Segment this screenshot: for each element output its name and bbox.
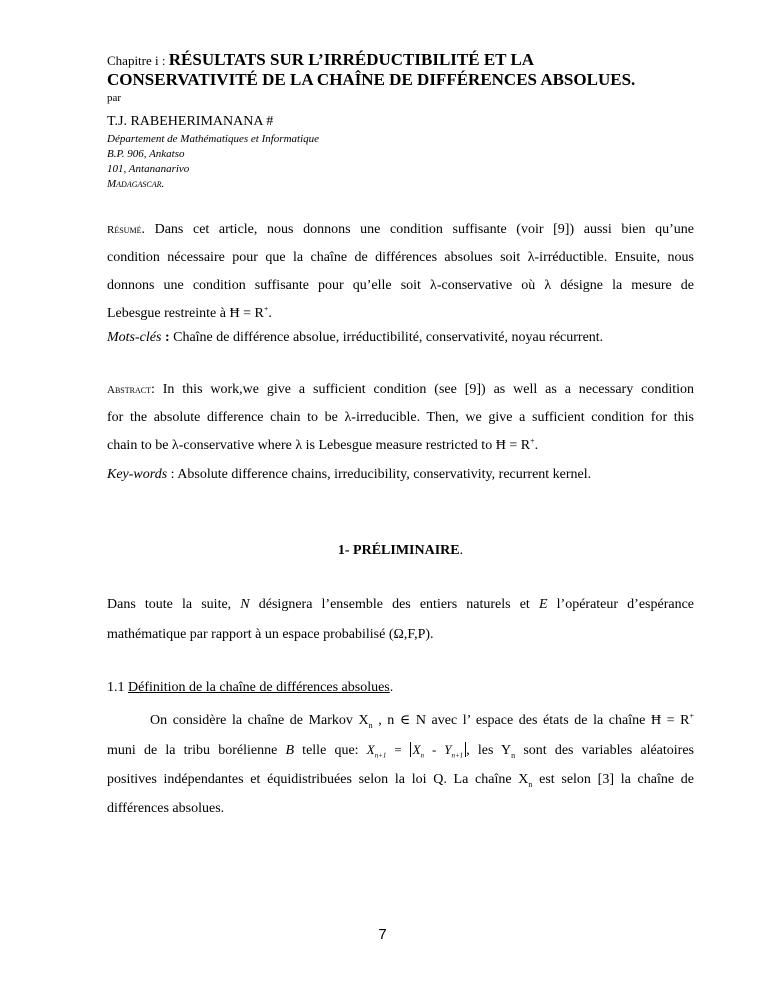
subsection-title: Définition de la chaîne de différences absolues xyxy=(128,680,390,695)
body-text: positives indépendantes et équidistribuées selon la loi Q. La chaîne X xyxy=(107,772,529,787)
abstract-text: . xyxy=(534,438,539,453)
formula-symbol: X xyxy=(366,742,375,757)
affiliation xyxy=(107,132,694,192)
resume-label: Résumé xyxy=(107,224,142,236)
abstract-text: : In this work,we give a sufficient condition (see [9]) as well as a necessary condition xyxy=(150,382,694,397)
superscript: + xyxy=(689,711,694,721)
subsection-number: 1.1 xyxy=(107,680,128,695)
body-text: B xyxy=(285,743,295,758)
h-symbol: Ħ xyxy=(650,713,662,728)
body-text: = R xyxy=(661,713,690,728)
subscript: n xyxy=(511,750,516,760)
chapter-prefix: Chapitre i : xyxy=(107,53,169,68)
formula-symbol: Y xyxy=(444,742,452,757)
body-text: différences absolues. xyxy=(107,801,225,816)
body-text: , les Y xyxy=(466,743,512,758)
subsection-end: . xyxy=(389,680,394,695)
absolute-value xyxy=(410,742,467,760)
subscript: n xyxy=(368,720,373,730)
formula-symbol: = xyxy=(386,742,410,757)
body-text: E xyxy=(538,597,548,612)
h-symbol: Ħ xyxy=(495,438,506,453)
resume-text: . Dans cet article, nous donnons une condition suffisante (voir [9]) aussi bien qu’une xyxy=(141,222,694,237)
title-line-2: CONSERVATIVITÉ DE LA CHAÎNE DE DIFFÉRENCES ABSOLUES. xyxy=(107,70,636,89)
section-heading-end: . xyxy=(459,543,464,558)
body-text: est selon [3] la chaîne de xyxy=(532,772,694,787)
resume-text: = R xyxy=(239,306,264,321)
superscript: + xyxy=(530,436,535,446)
formula-symbol: - xyxy=(424,742,445,757)
keywords-label: Key-words xyxy=(107,467,168,482)
resume-keywords xyxy=(107,329,694,347)
section-heading xyxy=(107,543,694,559)
preliminary-paragraph xyxy=(107,590,694,650)
abstract-text: = R xyxy=(505,438,531,453)
subsection-heading xyxy=(107,680,694,696)
body-text: sont des variables aléatoires xyxy=(515,743,695,758)
keywords-text: Chaîne de différence absolue, irréductibilité, conservativité, noyau récurrent. xyxy=(173,330,604,345)
author: T.J. RABEHERIMANANA # xyxy=(107,114,274,129)
keywords-text: : Absolute difference chains, irreducibility, conservativity, recurrent kernel. xyxy=(167,467,592,482)
body-text: Dans toute la suite, xyxy=(107,597,241,612)
abstract-label: Abstract xyxy=(107,384,151,396)
body-text: N xyxy=(240,597,250,612)
definition-paragraph xyxy=(107,706,694,823)
abstract-text: chain to be λ-conservative where λ is Lebesgue measure restricted to xyxy=(107,438,496,453)
resume-text: Lebesgue restreinte à xyxy=(107,306,230,321)
recurrence-formula xyxy=(366,742,466,760)
section-heading-text: 1- PRÉLIMINAIRE xyxy=(337,543,460,558)
resume-text: donnons une condition suffisante pour qu’elle soit λ-conservative où λ désigne la mesure de xyxy=(107,278,694,293)
formula-subscript: n xyxy=(420,751,425,760)
body-text: désignera l’ensemble des entiers naturels et xyxy=(249,597,539,612)
superscript: + xyxy=(263,304,269,314)
formula-symbol: X xyxy=(412,742,421,757)
affiliation-line: 101, Antananarivo xyxy=(107,163,190,175)
resume-paragraph xyxy=(107,216,694,328)
affiliation-line: B.P. 906, Ankatso xyxy=(107,148,185,160)
body-text: telle que: xyxy=(294,743,359,758)
keywords-colon: : xyxy=(161,330,174,345)
body-text: On considère la chaîne de Markov X xyxy=(150,713,369,728)
title-line-1: RÉSULTATS SUR L’IRRÉDUCTIBILITÉ ET LA xyxy=(168,50,535,69)
affiliation-line: Madagascar. xyxy=(107,178,165,190)
par-label: par xyxy=(107,92,122,104)
formula-subscript: n+1 xyxy=(451,751,464,760)
chapter-title xyxy=(107,50,694,89)
resume-text: . xyxy=(268,306,272,321)
abstract-text: for the absolute difference chain to be λ-irreducible. Then, we give a sufficient condition for this xyxy=(107,410,694,425)
affiliation-line: Département de Mathématiques et Informatique xyxy=(107,133,320,145)
subscript: n xyxy=(528,779,533,789)
h-symbol: Ħ xyxy=(229,306,240,321)
body-text: muni de la tribu borélienne xyxy=(107,743,286,758)
resume-text: condition nécessaire pour que la chaîne de différences absolues soit λ-irréductible. Ensuite, nous xyxy=(107,250,694,265)
formula-subscript: n+1 xyxy=(374,751,387,760)
body-text: , n ∈ N avec l’ espace des états de la chaîne xyxy=(372,713,651,728)
keywords-label: Mots-clés xyxy=(107,330,162,345)
body-text: l’opérateur d’espérance xyxy=(547,597,695,612)
abstract-paragraph xyxy=(107,376,694,460)
page-number: 7 xyxy=(378,926,387,943)
body-text: mathématique par rapport à un espace probabilisé (Ω,F,P). xyxy=(107,627,434,642)
abstract-keywords xyxy=(107,466,694,484)
